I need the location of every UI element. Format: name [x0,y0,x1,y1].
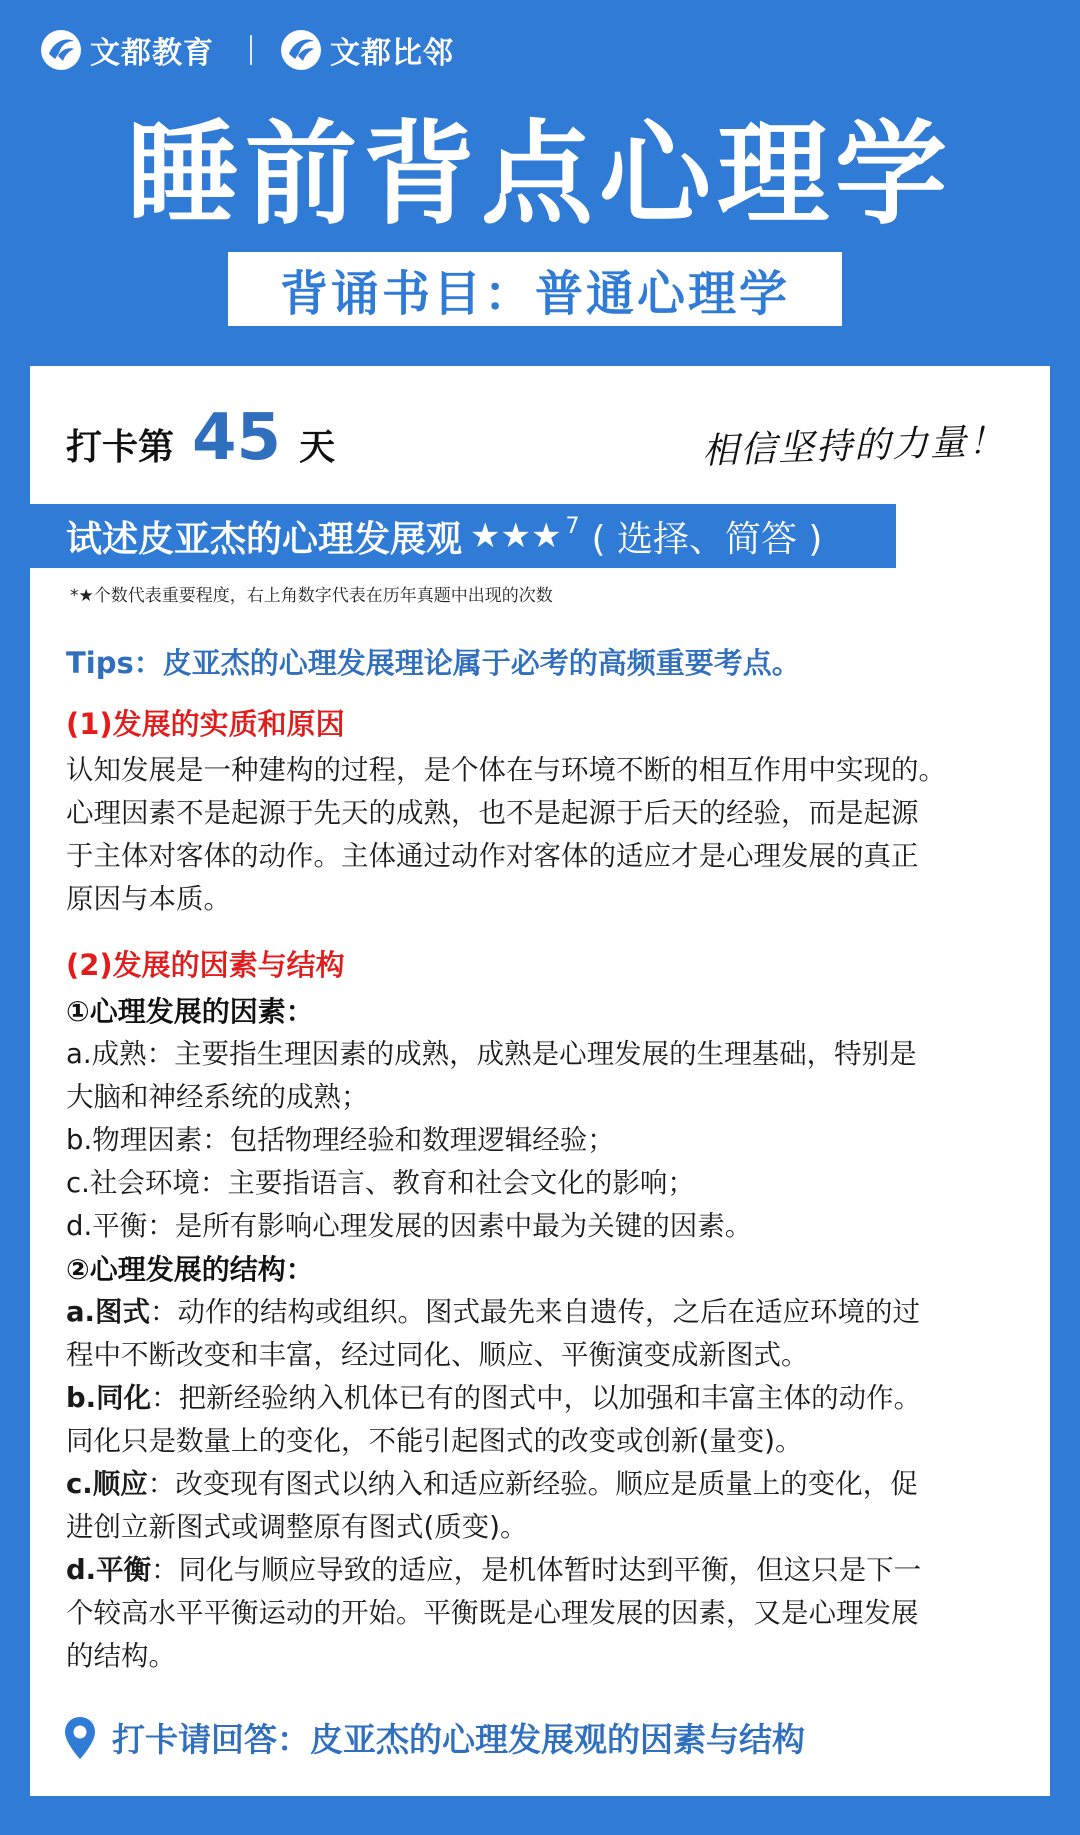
question-title: 试述皮亚杰的心理发展观 [66,518,463,560]
tips: Tips：皮亚杰的心理发展理论属于必考的高频重要考点。 [66,646,801,680]
exam-count: 7 [565,513,580,539]
structure-term: b.同化 [66,1382,152,1414]
section-2-title: (2)发展的因素与结构 [66,948,345,982]
structure-text: ：动作的结构或组织。图式最先来自遗传，之后在适应环境的过 [150,1296,921,1328]
subtitle: 背诵书目：普通心理学 [279,265,790,322]
factors-title: ①心理发展的因素： [66,995,314,1028]
structure-term: d.平衡 [66,1554,152,1586]
structure-line: 的结构。 [66,1640,176,1672]
section-1-title: (1)发展的实质和原因 [66,707,345,741]
page-title: 睡前背点心理学 [127,110,953,240]
structure-term: a.图式 [66,1296,151,1328]
structure-item-schema [66,1291,1016,1334]
checkin-day-number: 45 [192,401,282,475]
structure-item-equilibrium [66,1549,1016,1592]
structure-text: ：改变现有图式以纳入和适应新经验。顺应是质量上的变化，促 [147,1468,918,1500]
checkin-suffix: 天 [299,427,336,468]
structure-line: 进创立新图式或调整原有图式(质变)。 [66,1511,528,1543]
structure-line: 个较高水平平衡运动的开始。平衡既是心理发展的因素，又是心理发展 [66,1597,919,1629]
wendu-logo-icon [280,29,322,71]
wendu-logo-icon [40,29,82,71]
location-pin-icon [62,1715,98,1761]
checkin-answer-prompt[interactable] [62,1714,805,1761]
structure-line: 同化只是数量上的变化，不能引起图式的改变或创新(量变)。 [66,1425,803,1457]
section-1-body [66,749,1016,921]
content-body [66,641,1016,1678]
header [0,0,1080,360]
section-1-line: 原因与本质。 [66,883,231,915]
structure-term: c.顺应 [66,1468,148,1500]
section-1-line: 心理因素不是起源于先天的成熟，也不是起源于后天的经验，而是起源 [66,797,919,829]
structure-item-accommodation [66,1463,1016,1506]
brand-left-label: 文都教育 [90,36,214,71]
importance-stars: ★★★ [470,516,562,556]
brand-divider [250,35,252,65]
factor-line: 大脑和神经系统的成熟； [66,1081,369,1113]
question-bar [30,504,896,568]
brand-right-label: 文都比邻 [330,36,454,71]
factor-line: b.物理因素：包括物理经验和数理逻辑经验； [66,1124,615,1156]
structure-line: 程中不断改变和丰富，经过同化、顺应、平衡演变成新图式。 [66,1339,809,1371]
question-type: ( 选择、简答 ) [591,518,823,560]
section-1-line: 认知发展是一种建构的过程，是个体在与环境不断的相互作用中实现的。 [66,754,946,786]
content-card [30,366,1050,1796]
answer-prompt-text: 打卡请回答：皮亚杰的心理发展观的因素与结构 [112,1720,805,1759]
checkin-prefix: 打卡第 [66,427,175,468]
structure-text: ：同化与顺应导致的适应，是机体暂时达到平衡，但这只是下一 [151,1554,922,1586]
motto: 相信坚持的力量！ [701,420,1007,473]
structure-text: ：把新经验纳入机体已有的图式中，以加强和丰富主体的动作。 [151,1382,922,1414]
star-note: *★个数代表重要程度，右上角数字代表在历年真题中出现的次数 [70,586,553,606]
factor-line: c.社会环境：主要指语言、教育和社会文化的影响； [66,1167,695,1199]
factor-line: d.平衡：是所有影响心理发展的因素中最为关键的因素。 [66,1210,753,1242]
subtitle-box [228,252,842,326]
brand-wendu-education[interactable] [40,28,214,72]
brand-wendu-bilin[interactable] [280,28,454,72]
factor-line: a.成熟：主要指生理因素的成熟，成熟是心理发展的生理基础，特别是 [66,1038,917,1070]
structure-title: ②心理发展的结构： [66,1253,314,1286]
checkin-counter [66,401,336,475]
structure-item-assimilation [66,1377,1016,1420]
section-1-line: 于主体对客体的动作。主体通过动作对客体的适应才是心理发展的真正 [66,840,919,872]
brand-row [40,25,454,75]
